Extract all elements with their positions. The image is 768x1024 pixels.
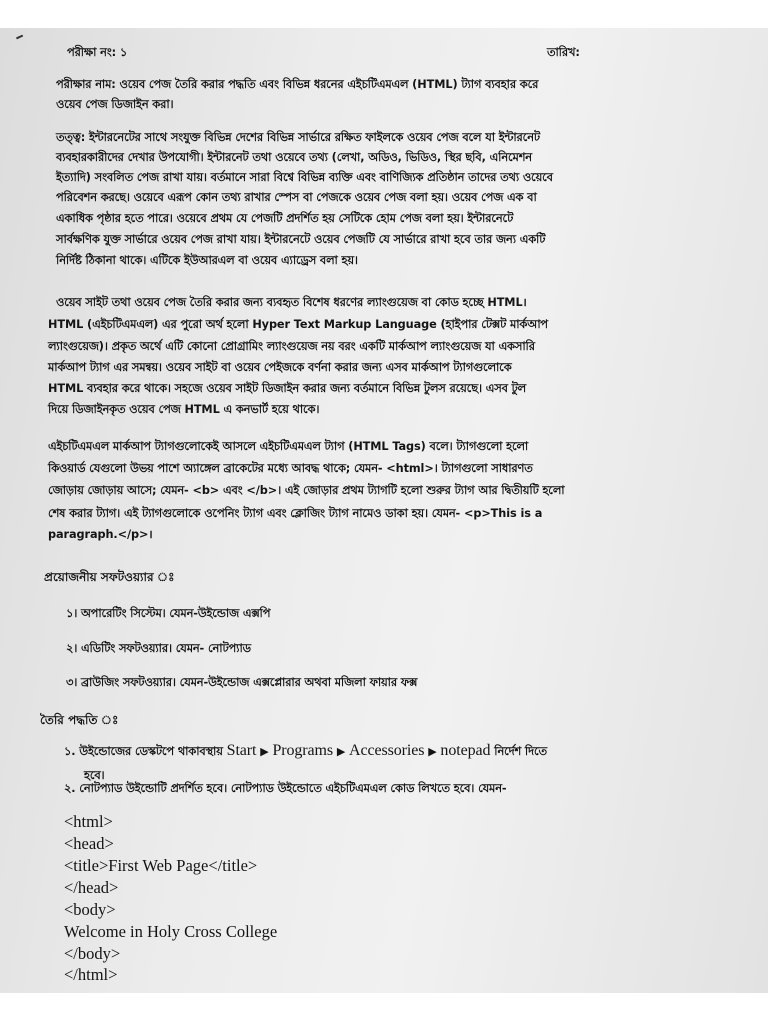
- code-line: <html>: [64, 812, 113, 831]
- top-margin: [0, 0, 768, 28]
- html-para-line: HTML (এইচটিএমএল) এর পুরো অর্থ হলো Hyper Text Markup Language (হাইপার টেক্সট মার্কআপ: [48, 318, 548, 331]
- code-line: <title>First Web Page</title>: [64, 856, 258, 875]
- step-1-number: ১.: [64, 745, 76, 758]
- code-line: Welcome in Holy Cross College: [64, 922, 278, 941]
- menu-accessories: Accessories: [349, 742, 425, 759]
- software-item: ২। এডিটিং সফটওয়্যার। যেমন- নোটপ্যাড: [66, 642, 251, 655]
- exam-name-line: ওয়েব পেজ ডিজাইন করা।: [56, 98, 174, 111]
- tags-para-line: জোড়ায় জোড়ায় আসে; যেমন- <b> এবং </b>। এই জোড়ার প্রথম ট্যাগটি হলো শুরুর ট্যাগ আর দ্বিতীয়টি হলো: [48, 484, 565, 497]
- theory-line: সার্বক্ষণিক যুক্ত সার্ভারে ওয়েব পেজ রাখা যায়। ইন্টারনেটে ওয়েব পেজটি যে সার্ভারে রাখা হবে তার জন্য একটি: [56, 233, 546, 246]
- theory-line: পরিবেশন করছে। ওয়েবে এরূপ কোন তথ্য রাখার স্পেস বা পেজকে ওয়েব পেজ বলা হয়। ওয়েব পেজ এক বা: [56, 191, 537, 204]
- code-line: </body>: [64, 944, 121, 963]
- html-para-line: দিয়ে ডিজাইনকৃত ওয়েব পেজ HTML এ কনভার্ট হয়ে থাকে।: [48, 403, 320, 416]
- theory-line: নির্দিষ্ট ঠিকানা থাকে। এটিকে ইউআরএল বা ওয়েব এ্যাড্রেস বলা হয়।: [56, 254, 358, 267]
- arrow-right-icon: ▶: [336, 746, 346, 758]
- code-line: </html>: [64, 965, 118, 984]
- software-item: ৩। ব্রাউজিং সফটওয়্যার। যেমন-উইন্ডোজ এক্সপ্লোরার অথবা মজিলা ফায়ার ফক্স: [66, 676, 418, 689]
- document-page: [0, 28, 768, 993]
- arrow-right-icon: ▶: [260, 746, 269, 758]
- theory-line: ব্যবহারকারীদের দেখার উপযোগী। ইন্টারনেট তথা ওয়েবে তথ্য (লেখা, অডিও, ভিডিও, স্থির ছবি, এনিমেশন: [56, 151, 532, 164]
- tags-para-line: paragraph.</p>।: [48, 528, 153, 541]
- step-1-continued: হবে।: [84, 769, 105, 782]
- menu-programs: Programs: [272, 742, 333, 759]
- theory-line: ইত্যাদি) সংবলিত পেজ রাখা যায়। বর্তমানে সারা বিশ্বে বিভিন্ন ব্যক্তি এবং বাণিজ্যিক প্রতিষ্ঠান তাদের তথ্য ওয়েবে: [56, 171, 553, 184]
- step-1-text: উইন্ডোজের ডেস্কটপে থাকাবস্থায়: [79, 745, 223, 758]
- code-line: <head>: [64, 834, 114, 853]
- step-2: ২. নোটপ্যাড উইন্ডোটি প্রদর্শিত হবে। নোটপ্যাড উইন্ডোতে এইচটিএমএল কোড লিখতে হবে। যেমন-: [64, 782, 507, 795]
- html-para-line: ল্যাংগুয়েজ)। প্রকৃত অর্থে এটি কোনো প্রোগ্রামিং ল্যাংগুয়েজ নয় বরং একটি মার্কআপ ল্যাংগুয়েজ যা একসারি: [48, 340, 535, 353]
- date-label: তারিখ:: [547, 46, 580, 59]
- code-line: <body>: [64, 900, 116, 919]
- tags-para-line: এইচটিএমএল মার্কআপ ট্যাগগুলোকেই আসলে এইচটিএমএল ট্যাগ (HTML Tags) বলে। ট্যাগগুলো হলো: [48, 440, 529, 453]
- exam-name-line: পরীক্ষার নাম: ওয়েব পেজ তৈরি করার পদ্ধতি এবং বিভিন্ন ধরনের এইচটিএমএল (HTML) ট্যাগ ব্যবহার করে: [56, 78, 539, 91]
- method-heading: তৈরি পদ্ধতি ঃ: [40, 713, 119, 727]
- software-heading: প্রয়োজনীয় সফটওয়্যার ঃ: [44, 570, 175, 584]
- theory-line: একাধিক পৃষ্ঠার হতে পারে। ওয়েবে প্রথম যে পেজটি প্রদর্শিত হয় সেটিকে হোম পেজ বলা হয়। ইন্টারনেটে: [56, 212, 514, 225]
- tags-para-line: শেষ করার ট্যাগ। এই ট্যাগগুলোকে ওপেনিং ট্যাগ এবং ক্লোজিং ট্যাগ নামেও ডাকা হয়। যেমন- <p>This is a: [48, 507, 543, 520]
- exam-number: পরীক্ষা নং: ১: [67, 46, 128, 59]
- theory-line: তত্ত্ব: ইন্টারনেটের সাথে সংযুক্ত বিভিন্ন দেশের বিভিন্ন সার্ভারে রক্ষিত ফাইলকে ওয়েব পেজ বলে যা ইন্টারনেট: [56, 131, 540, 144]
- step-1-instruction: নির্দেশ দিতে: [494, 745, 547, 758]
- tags-para-line: কিওয়ার্ড যেগুলো উভয় পাশে অ্যাঙ্গেল ব্রাকেটের মধ্যে আবদ্ধ থাকে; যেমন- <html>। ট্যাগগুলো সাধারণত: [48, 462, 533, 475]
- menu-notepad: notepad: [440, 742, 491, 759]
- step-1: [64, 742, 547, 762]
- html-para-line: মার্কআপ ট্যাগ এর সমন্বয়। ওয়েব সাইট বা ওয়েব পেইজকে বর্ণনা করার জন্য এসব মার্কআপ ট্যাগগুলোকে: [48, 361, 512, 374]
- bottom-margin: [0, 993, 768, 1024]
- html-para-line: HTML ব্যবহার করে থাকে। সহজে ওয়েব সাইট ডিজাইন করার জন্য বর্তমানে বিভিন্ন টুলস রয়েছে। এসব টুল: [48, 382, 526, 395]
- arrow-right-icon: ▶: [428, 746, 437, 758]
- menu-start: Start: [226, 742, 257, 759]
- pen-mark: [16, 35, 23, 39]
- software-item: ১। অপারেটিং সিস্টেম। যেমন-উইন্ডোজ এক্সপি: [66, 607, 271, 620]
- code-line: </head>: [64, 878, 119, 897]
- html-para-line: ওয়েব সাইট তথা ওয়েব পেজ তৈরি করার জন্য ব্যবহৃত বিশেষ ধরণের ল্যাংগুয়েজ বা কোড হচ্ছে HTML।: [56, 296, 527, 309]
